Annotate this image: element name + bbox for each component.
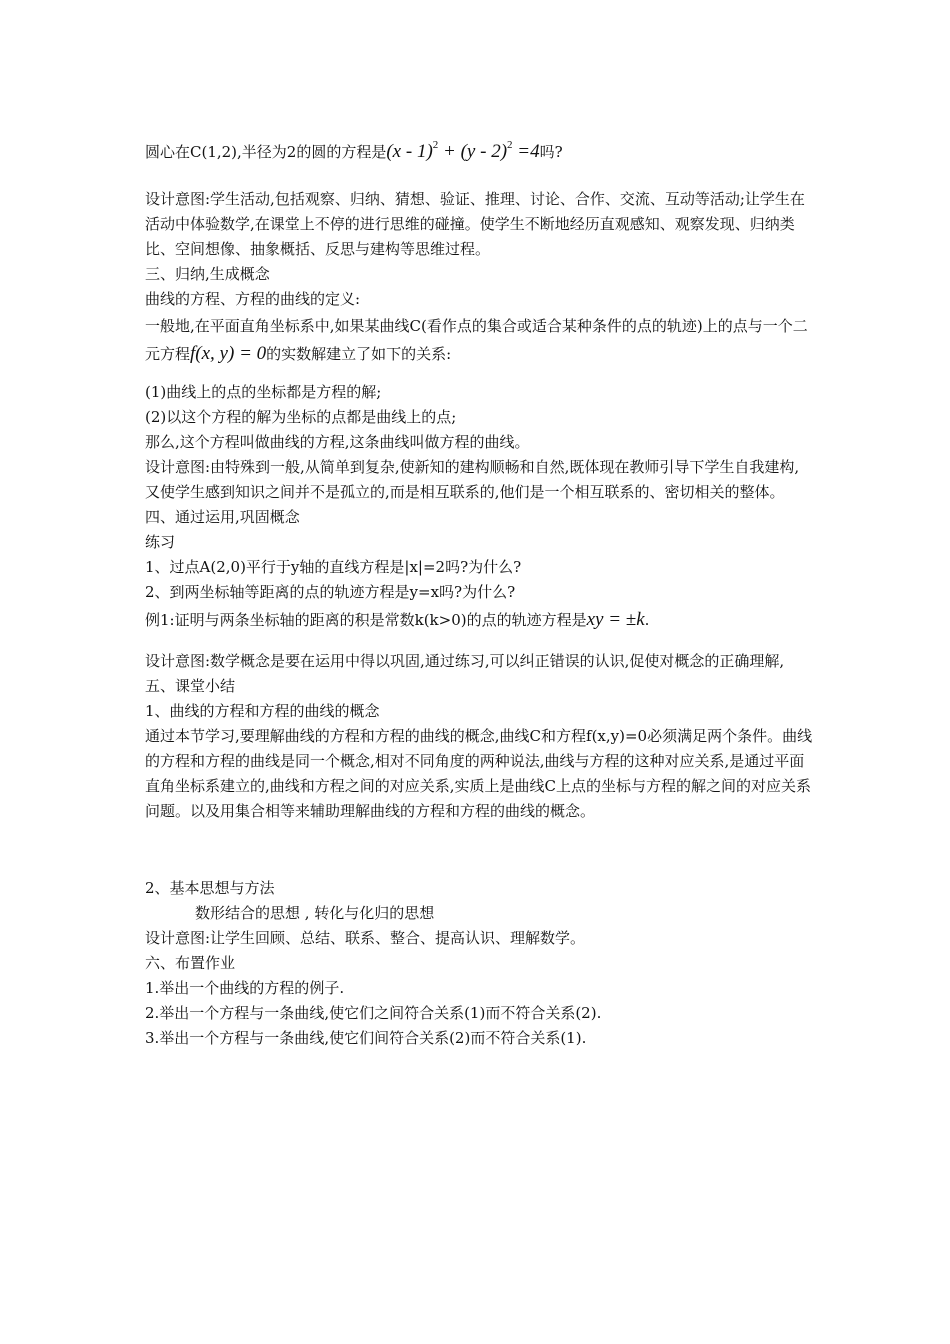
summary-2-body: 数形结合的思想 , 转化与化归的思想	[195, 904, 435, 922]
design-intent-3: 设计意图:数学概念是要在运用中得以巩固,通过练习,可以纠正错误的认识,促使对概念的正确理解,	[145, 652, 785, 670]
summary-1-body: 通过本节学习,要理解曲线的方程和方程的曲线的概念,曲线C和方程f(x,y)=0必须满足两个条件。曲线的方程和方程的曲线是同一个概念,相对不同角度的两种说法,曲线与方程的这种对应关系,是通过平面直角坐标系建立的,曲线和方程之间的对应关系,实质上是曲线C上点的坐标与方程的解之间的对应关系问题。以及用集合相等来辅助理解曲线的方程和方程的曲线的概念。	[145, 727, 813, 820]
definition-conclusion: 那么,这个方程叫做曲线的方程,这条曲线叫做方程的曲线。	[145, 433, 530, 451]
example-1-equation: xy = ±k	[586, 609, 645, 630]
definition-body: 一般地,在平面直角坐标系中,如果某曲线C(看作点的集合或适合某种条件的点的轨迹)上的点与一个二元方程f(x, y) = 0的实数解建立了如下的关系:	[145, 317, 808, 364]
exercise-1: 1、过点A(2,0)平行于y轴的直线方程是|x|=2吗?为什么?	[145, 558, 522, 576]
homework-2: 2.举出一个方程与一条曲线,使它们之间符合关系(1)而不符合关系(2).	[145, 1004, 602, 1022]
exercise-2: 2、到两坐标轴等距离的点的轨迹方程是y=x吗?为什么?	[145, 583, 516, 601]
design-intent-2: 设计意图:由特殊到一般,从简单到复杂,使新知的建构顺畅和自然,既体现在教师引导下学生自我建构,又使学生感到知识之间并不是孤立的,而是相互联系的,他们是一个相互联系的、密切相关的整体。	[145, 458, 800, 501]
condition-1: (1)曲线上的点的坐标都是方程的解;	[145, 383, 382, 401]
condition-2: (2)以这个方程的解为坐标的点都是曲线上的点;	[145, 408, 457, 426]
homework-1: 1.举出一个曲线的方程的例子.	[145, 979, 345, 997]
section-4-heading: 四、通过运用,巩固概念	[145, 508, 300, 526]
summary-2-title: 2、基本思想与方法	[145, 879, 275, 897]
section-6-heading: 六、布置作业	[145, 954, 236, 972]
section-5-heading: 五、课堂小结	[145, 677, 236, 695]
section-3-heading: 三、归纳,生成概念	[145, 265, 270, 283]
design-intent-4: 设计意图:让学生回顾、总结、联系、整合、提高认识、理解数学。	[145, 929, 586, 947]
definition-title: 曲线的方程、方程的曲线的定义:	[145, 290, 361, 308]
homework-3: 3.举出一个方程与一条曲线,使它们间符合关系(2)而不符合关系(1).	[145, 1029, 587, 1047]
document-body	[145, 128, 813, 1051]
circle-question: 圆心在C(1,2),半径为2的圆的方程是(x - 1)$^2$ + (y - 2)$^2$ =4吗?	[145, 139, 563, 162]
summary-1-title: 1、曲线的方程和方程的曲线的概念	[145, 702, 380, 720]
design-intent-1: 设计意图:学生活动,包括观察、归纳、猜想、验证、推理、讨论、合作、交流、互动等活动;让学生在活动中体验数学,在课堂上不停的进行思维的碰撞。使学生不断地经历直观感知、观察发现、归纳类比、空间想像、抽象概括、反思与建构等思维过程。	[145, 190, 805, 258]
example-1: 例1:证明与两条坐标轴的距离的积是常数k(k>0)的点的轨迹方程是xy = ±k.	[145, 609, 650, 630]
practice-label: 练习	[145, 533, 176, 551]
circle-equation: (x - 1)$^2$ + (y - 2)$^2$ =4	[386, 139, 540, 162]
definition-equation: f(x, y) = 0	[190, 343, 267, 364]
